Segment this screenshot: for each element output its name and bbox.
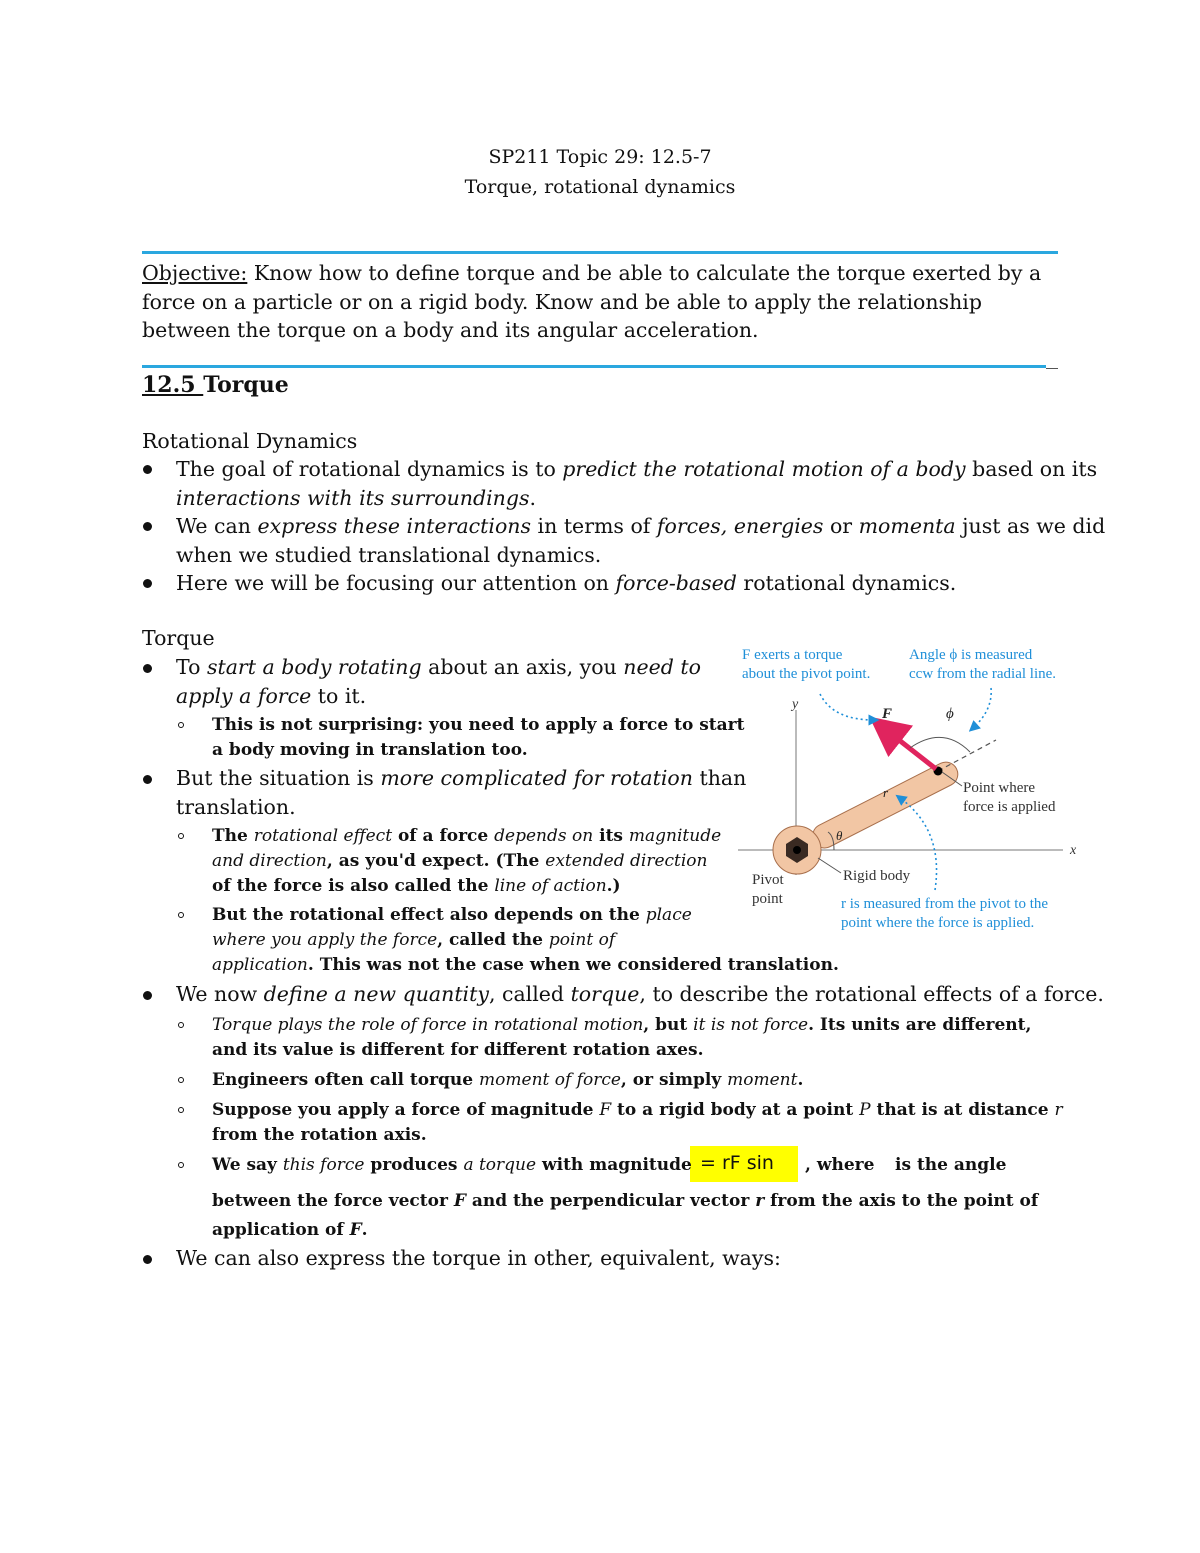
section-number: 12.5 — [142, 372, 204, 398]
bullet — [143, 579, 152, 588]
torque-bullet-4: We can also express the torque in other, equivalent, ways: — [176, 1246, 781, 1270]
doc-title-line2: Torque, rotational dynamics — [464, 176, 736, 198]
phi-arc — [910, 737, 970, 752]
torque-formula: = rF sin — [700, 1152, 774, 1174]
phi-label: ϕ — [946, 706, 954, 722]
radial-line — [938, 740, 996, 771]
sub-bullet — [178, 833, 184, 839]
r-label: r — [883, 785, 889, 800]
torque-wrench-figure — [738, 640, 1090, 940]
torque-sub-3: But the rotational effect also depends on the place where you apply the force, called the point of application. This was not the case when we considered translation. — [212, 905, 839, 975]
bullet — [143, 1255, 152, 1264]
sub-bullet — [178, 722, 184, 728]
bullet — [143, 991, 152, 1000]
torque-sub-2: The rotational effect of a force depends on its magnitude and direction, as you'd expect. (The extended direction of the force is also called the line of action.) — [212, 826, 722, 896]
torque-bullet-3: We now define a new quantity, called torque, to describe the rotational effects of a force. — [176, 982, 1104, 1006]
torque-sub-1: This is not surprising: you need to apply a force to start a body moving in translation too. — [212, 715, 745, 760]
rot-dyn-heading: Rotational Dynamics — [142, 429, 358, 453]
force-vector — [885, 729, 936, 769]
callout-force — [820, 694, 874, 720]
y-label: y — [792, 697, 799, 712]
rot-dyn-bullet-2: We can express these interactions in terms of forces, energies or momenta just as we did when we studied translational dynamics. — [176, 514, 1106, 567]
rot-dyn-bullet-3: Here we will be focusing our attention on force-based rotational dynamics. — [176, 571, 957, 595]
torque-sub-5: Engineers often call torque moment of force, or simply moment. — [212, 1070, 804, 1090]
theta-label: θ — [836, 828, 843, 843]
bullet — [143, 522, 152, 531]
torque-sub-7-where: , where — [805, 1155, 875, 1175]
x-label: x — [1070, 843, 1077, 858]
bullet — [143, 664, 152, 673]
bullet — [143, 775, 152, 784]
sub-bullet — [178, 912, 184, 918]
torque-heading: Torque — [142, 626, 215, 650]
caption-point-where: Point where force is applied — [963, 780, 1056, 815]
leader-rigid — [818, 858, 841, 873]
torque-sub-6: Suppose you apply a force of magnitude F to a rigid body at a point P that is at distance r from the rotation axis. — [212, 1100, 1063, 1145]
torque-sub-7-angle: is the angle — [895, 1155, 1007, 1175]
section-title: Torque — [203, 372, 289, 398]
bottom-rule — [142, 365, 1046, 368]
pivot-point — [793, 846, 801, 854]
section-heading — [142, 372, 289, 398]
torque-bullet-1: To start a body rotating about an axis, you need to apply a force to it. — [176, 655, 701, 708]
rot-dyn-bullet-1: The goal of rotational dynamics is to predict the rotational motion of a body based on its interactions with its surroundings. — [176, 457, 1098, 510]
bullet — [143, 465, 152, 474]
caption-force-torque: F exerts a torque about the pivot point. — [742, 647, 871, 682]
sub-bullet — [178, 1077, 184, 1083]
torque-sub-7-line1: We say this force produces a torque with magnitude — [212, 1155, 692, 1175]
torque-sub-4: Torque plays the role of force in rotational motion, but it is not force. Its units are different, and its value is different for different rotation axes. — [212, 1015, 1032, 1060]
sub-bullet — [178, 1162, 184, 1168]
objective-paragraph — [142, 259, 1072, 345]
top-rule — [142, 251, 1058, 254]
doc-title-line1: SP211 Topic 29: 12.5-7 — [488, 146, 712, 168]
torque-bullet-2: But the situation is more complicated for rotation than translation. — [176, 766, 747, 819]
sub-bullet — [178, 1022, 184, 1028]
caption-angle: Angle ϕ is measured ccw from the radial line. — [909, 647, 1057, 682]
torque-sub-7-line2: between the force vector F and the perpendicular vector r from the axis to the point of — [212, 1191, 1039, 1211]
rule-tick — [1046, 368, 1058, 369]
objective-text: Know how to define torque and be able to calculate the torque exerted by a force on a particle or on a rigid body. Know and be able to apply the relationship between the torque on a body and its angular acceleration. — [142, 261, 1042, 342]
caption-r-measured: r is measured from the pivot to the point where the force is applied. — [841, 896, 1049, 931]
sub-bullet — [178, 1107, 184, 1113]
torque-sub-7-line3: application of F. — [212, 1220, 368, 1240]
caption-pivot: Pivot point — [752, 872, 784, 907]
caption-rigid-body: Rigid body — [843, 868, 911, 884]
force-label: F — [882, 706, 893, 722]
callout-angle — [973, 688, 991, 728]
objective-label: Objective: — [142, 261, 248, 285]
